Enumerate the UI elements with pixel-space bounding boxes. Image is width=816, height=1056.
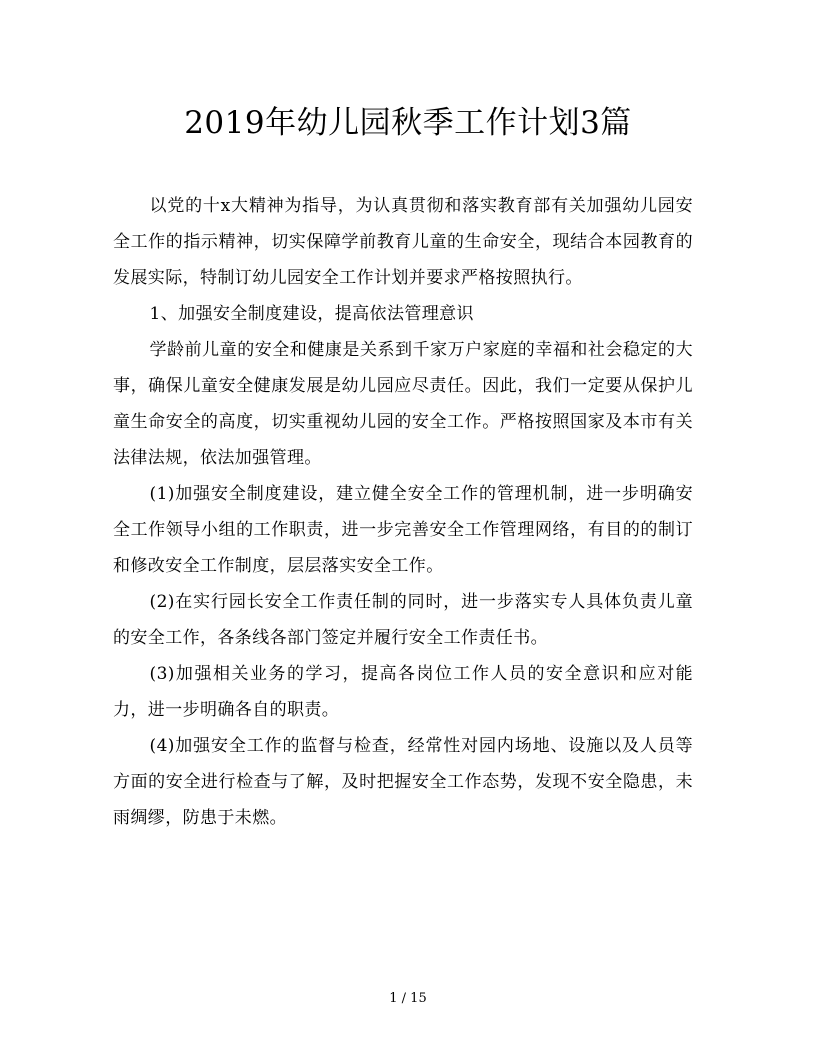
list-item-3: (3)加强相关业务的学习，提高各岗位工作人员的安全意识和应对能力，进一步明确各自的职责。: [113, 664, 693, 720]
paragraph-intro: 以党的十x大精神为指导，为认真贯彻和落实教育部有关加强幼儿园安全工作的指示精神，切实保障学前教育儿童的生命安全，现结合本园教育的发展实际，特制订幼儿园安全工作计划并要求严格按照执行。: [113, 196, 693, 288]
page-number: 1 / 15: [389, 991, 427, 1006]
document-body: [113, 188, 693, 836]
section-heading-1: 1、加强安全制度建设，提高依法管理意识: [149, 304, 474, 324]
list-item-1: (1)加强安全制度建设，建立健全安全工作的管理机制，进一步明确安全工作领导小组的工作职责，进一步完善安全工作管理网络，有目的的制订和修改安全工作制度，层层落实安全工作。: [113, 484, 693, 576]
document-title: 2019年幼儿园秋季工作计划3篇: [184, 105, 632, 141]
list-item-4: (4)加强安全工作的监督与检查，经常性对园内场地、设施以及人员等方面的安全进行检查与了解，及时把握安全工作态势，发现不安全隐患，未雨绸缪，防患于未燃。: [113, 736, 693, 828]
list-item-2: (2)在实行园长安全工作责任制的同时，进一步落实专人具体负责儿童的安全工作，各条线各部门签定并履行安全工作责任书。: [113, 592, 693, 648]
paragraph-safety-health: 学龄前儿童的安全和健康是关系到千家万户家庭的幸福和社会稳定的大事，确保儿童安全健康发展是幼儿园应尽责任。因此，我们一定要从保护儿童生命安全的高度，切实重视幼儿园的安全工作。严格按照国家及本市有关法律法规，依法加强管理。: [113, 340, 693, 468]
